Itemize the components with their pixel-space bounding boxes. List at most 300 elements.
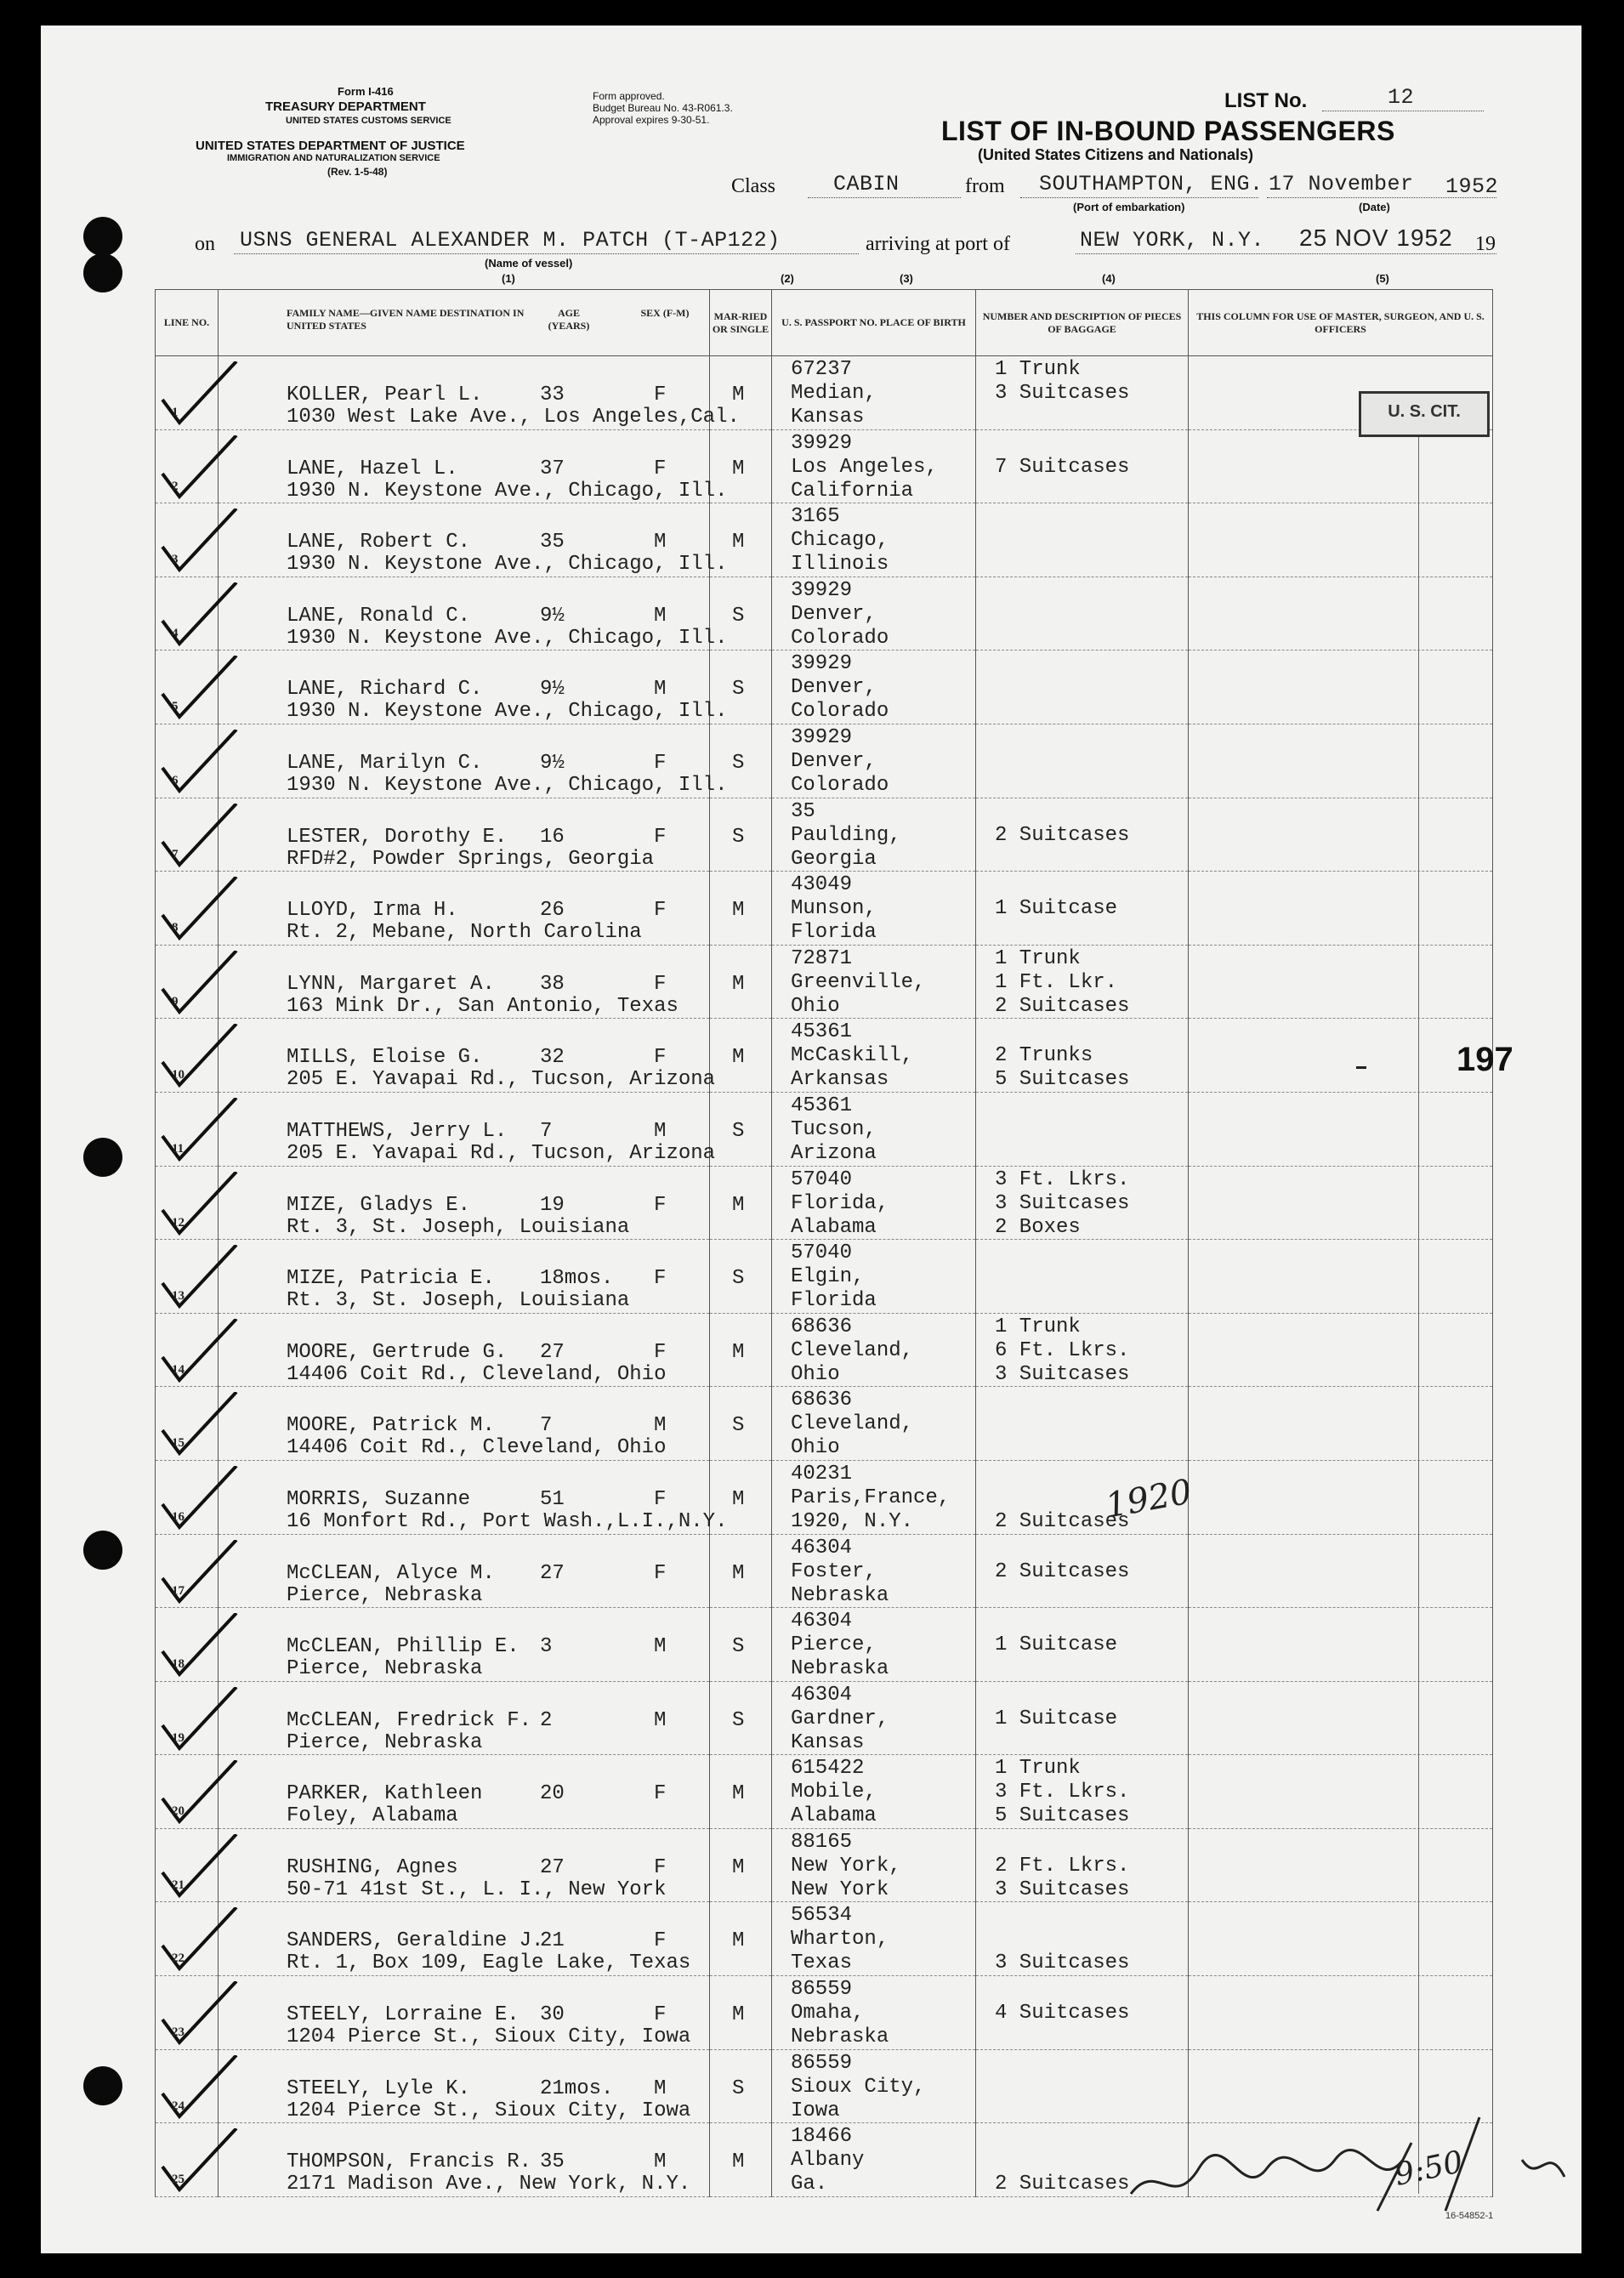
table-row <box>156 1681 1493 1755</box>
inspector-signature-time: 9:50 <box>1391 2145 1467 2193</box>
name-cell <box>219 724 728 798</box>
baggage-cell <box>976 1608 1189 1682</box>
table-row <box>156 503 1493 577</box>
passenger-sex: F <box>654 825 667 849</box>
passport-number: 68636 <box>791 1315 853 1338</box>
baggage-line-2: 1 Suitcase <box>995 1633 1118 1657</box>
marital-status: M <box>732 2003 745 2027</box>
punch-hole <box>83 1138 122 1177</box>
passport-cell <box>772 1460 976 1534</box>
marital-status: M <box>732 383 745 406</box>
marital-cell <box>710 1828 772 1902</box>
marital-status: M <box>732 1561 745 1585</box>
marital-status: M <box>732 1193 745 1217</box>
birth-place-2: Colorado <box>791 626 889 650</box>
passenger-address: Pierce, Nebraska <box>287 1657 483 1681</box>
baggage-cell <box>976 724 1189 798</box>
col-baggage-header: NUMBER AND DESCRIPTION OF PIECES OF BAGGAGE <box>976 290 1189 356</box>
baggage-cell <box>976 1313 1189 1387</box>
passenger-name: STEELY, Lorraine E. <box>287 2003 520 2027</box>
marital-cell <box>710 2049 772 2123</box>
passenger-age: 26 <box>540 899 565 923</box>
line-cell <box>156 1387 219 1461</box>
passenger-age: 30 <box>540 2003 565 2027</box>
birth-place-2: New York <box>791 1878 889 1901</box>
marital-cell <box>710 577 772 650</box>
col-sex-label: SEX (F-M) <box>640 307 690 319</box>
passport-number: 46304 <box>791 1683 853 1707</box>
birth-place-2: Kansas <box>791 406 865 429</box>
passport-cell <box>772 577 976 650</box>
passenger-address: 16 Monfort Rd., Port Wash.,L.I.,N.Y. <box>287 1509 728 1533</box>
passenger-sex: F <box>654 457 667 480</box>
passport-cell <box>772 2123 976 2197</box>
passenger-name: LYNN, Margaret A. <box>287 972 495 996</box>
col-num-1: (1) <box>502 272 515 285</box>
marital-status: S <box>732 2076 745 2100</box>
on-label: on <box>195 233 215 255</box>
marital-cell <box>710 1681 772 1755</box>
passenger-name: RUSHING, Agnes <box>287 1855 458 1879</box>
marital-cell <box>710 798 772 872</box>
passenger-sex: M <box>654 678 667 702</box>
birth-place-2: Florida <box>791 921 877 945</box>
birth-place-1: Paris,France, <box>791 1486 951 1509</box>
passenger-age: 35 <box>540 2150 565 2174</box>
baggage-cell <box>976 356 1189 430</box>
rev-date: (Rev. 1-5-48) <box>327 166 388 178</box>
handwritten-note-row16: 1920 <box>1102 1472 1195 1526</box>
passenger-age: 37 <box>540 457 565 480</box>
ins-service: IMMIGRATION AND NATURALIZATION SERVICE <box>227 153 440 163</box>
passport-cell <box>772 1534 976 1608</box>
name-cell <box>219 1534 710 1608</box>
marital-status: M <box>732 1046 745 1070</box>
marital-cell <box>710 650 772 724</box>
col-num-4: (4) <box>1102 272 1116 285</box>
passenger-sex: M <box>654 1635 667 1659</box>
line-number: 17 <box>172 1583 185 1598</box>
passenger-name: LANE, Hazel L. <box>287 457 458 480</box>
baggage-cell <box>976 798 1189 872</box>
birth-place-2: Alabama <box>791 1215 877 1239</box>
list-no-value: 12 <box>1388 85 1415 110</box>
marital-status: M <box>732 899 745 923</box>
passport-number: 86559 <box>791 2051 853 2075</box>
table-header-row <box>156 290 1493 356</box>
line-number: 5 <box>172 700 179 714</box>
passport-cell <box>772 798 976 872</box>
baggage-cell <box>976 1240 1189 1314</box>
baggage-line-3: 3 Suitcases <box>995 1362 1130 1386</box>
passenger-name: LANE, Ronald C. <box>287 604 471 628</box>
passenger-sex: F <box>654 1193 667 1217</box>
line-cell <box>156 1019 219 1093</box>
vessel-label: (Name of vessel) <box>485 257 573 270</box>
line-number: 16 <box>172 1509 185 1524</box>
passenger-age: 9½ <box>540 751 565 775</box>
passenger-address: Rt. 1, Box 109, Eagle Lake, Texas <box>287 1951 691 1975</box>
line-cell <box>156 1166 219 1240</box>
line-cell <box>156 429 219 503</box>
passport-number: 57040 <box>791 1167 853 1191</box>
passenger-address: RFD#2, Powder Springs, Georgia <box>287 847 655 871</box>
passenger-address: 2171 Madison Ave., New York, N.Y. <box>287 2173 691 2196</box>
baggage-line-3: 3 Suitcases <box>995 1878 1130 1901</box>
date-year: 1952 <box>1445 174 1499 199</box>
baggage-line-1: 3 Ft. Lkrs. <box>995 1167 1130 1191</box>
birth-place-2: Colorado <box>791 773 889 797</box>
table-row <box>156 1019 1493 1093</box>
line-cell <box>156 1240 219 1314</box>
table-row <box>156 1534 1493 1608</box>
passenger-sex: F <box>654 383 667 406</box>
baggage-cell <box>976 1976 1189 2050</box>
line-number: 8 <box>172 921 179 935</box>
table-row <box>156 1755 1493 1829</box>
line-cell <box>156 945 219 1019</box>
birth-place-2: Nebraska <box>791 2025 889 2049</box>
class-value: CABIN <box>833 172 900 196</box>
port-embark-label: (Port of embarkation) <box>1073 201 1185 213</box>
line-cell <box>156 503 219 577</box>
passenger-sex: M <box>654 2150 667 2174</box>
passenger-sex: F <box>654 2003 667 2027</box>
officers-cell <box>1189 1092 1493 1166</box>
line-cell <box>156 1828 219 1902</box>
birth-place-1: Elgin, <box>791 1265 865 1289</box>
class-label: Class <box>731 175 776 197</box>
name-cell <box>219 1755 710 1829</box>
birth-place-2: 1920, N.Y. <box>791 1509 914 1533</box>
line-number: 15 <box>172 1436 185 1451</box>
line-cell <box>156 1313 219 1387</box>
line-number: 2 <box>172 479 179 493</box>
col-num-2: (2) <box>781 272 794 285</box>
passport-number: 35 <box>791 799 815 823</box>
line-cell <box>156 650 219 724</box>
line-number: 11 <box>172 1141 185 1156</box>
baggage-line-3: 2 Boxes <box>995 1215 1081 1239</box>
line-number: 6 <box>172 773 179 787</box>
baggage-cell <box>976 1534 1189 1608</box>
document-title: LIST OF IN-BOUND PASSENGERS <box>941 116 1395 146</box>
passenger-age: 9½ <box>540 604 565 628</box>
passenger-sex: F <box>654 1855 667 1879</box>
line-cell <box>156 1755 219 1829</box>
name-cell <box>219 650 728 724</box>
passenger-name: MOORE, Patrick M. <box>287 1414 495 1438</box>
passenger-age: 7 <box>540 1119 553 1143</box>
passport-number: 45361 <box>791 1020 853 1044</box>
table-row <box>156 1387 1493 1461</box>
baggage-line-3: 2 Suitcases <box>995 2173 1130 2196</box>
passport-cell <box>772 1828 976 1902</box>
marital-cell <box>710 945 772 1019</box>
passenger-address: Rt. 3, St. Joseph, Louisiana <box>287 1289 630 1313</box>
baggage-line-2: 2 Trunks <box>995 1044 1093 1068</box>
table-row <box>156 356 1493 430</box>
passport-number: 18466 <box>791 2125 853 2149</box>
passport-cell <box>772 945 976 1019</box>
baggage-line-3: 5 Suitcases <box>995 1068 1130 1092</box>
marital-cell <box>710 356 772 430</box>
baggage-line-1: 1 Trunk <box>995 1757 1081 1781</box>
line-cell <box>156 1976 219 2050</box>
baggage-line-3: 5 Suitcases <box>995 1804 1130 1828</box>
passenger-sex: F <box>654 899 667 923</box>
col-line-header: LINE NO. <box>156 290 219 356</box>
passport-cell <box>772 1240 976 1314</box>
passport-number: 45361 <box>791 1094 853 1117</box>
baggage-cell <box>976 872 1189 946</box>
officers-cell <box>1189 1828 1493 1902</box>
passport-number: 39929 <box>791 578 853 602</box>
birth-place-1: Albany <box>791 2149 865 2173</box>
table-row <box>156 798 1493 872</box>
passport-number: 39929 <box>791 652 853 676</box>
punch-hole <box>83 1531 122 1570</box>
passenger-address: Foley, Alabama <box>287 1804 458 1828</box>
form-number: Form I-416 <box>338 85 394 98</box>
passenger-sex: F <box>654 972 667 996</box>
marital-status: S <box>732 825 745 849</box>
birth-place-2: Georgia <box>791 847 877 871</box>
passport-number: 40231 <box>791 1462 853 1486</box>
marital-cell <box>710 429 772 503</box>
passenger-age: 19 <box>540 1193 565 1217</box>
line-number: 10 <box>172 1068 185 1082</box>
passenger-sex: F <box>654 1487 667 1511</box>
passport-number: 86559 <box>791 1978 853 2002</box>
baggage-cell <box>976 1019 1189 1093</box>
line-number: 18 <box>172 1657 185 1672</box>
passport-cell <box>772 1976 976 2050</box>
baggage-line-2: 4 Suitcases <box>995 2002 1130 2025</box>
passenger-name: McCLEAN, Fredrick F. <box>287 1708 532 1732</box>
birth-place-1: Los Angeles, <box>791 455 938 479</box>
passenger-age: 32 <box>540 1046 565 1070</box>
table-row <box>156 872 1493 946</box>
justice-dept: UNITED STATES DEPARTMENT OF JUSTICE <box>196 139 465 153</box>
name-cell <box>219 2123 710 2197</box>
passenger-address: 1930 N. Keystone Ave., Chicago, Ill. <box>287 553 728 577</box>
marital-status: S <box>732 1708 745 1732</box>
line-number: 4 <box>172 626 179 640</box>
passenger-address: 163 Mink Dr., San Antonio, Texas <box>287 994 679 1018</box>
baggage-line-2: 1 Ft. Lkr. <box>995 970 1118 994</box>
table-row <box>156 724 1493 798</box>
passenger-age: 21mos. <box>540 2076 614 2100</box>
marital-cell <box>710 1976 772 2050</box>
passport-cell <box>772 1387 976 1461</box>
marital-cell <box>710 1902 772 1976</box>
passenger-sex: F <box>654 1267 667 1291</box>
passenger-address: Rt. 3, St. Joseph, Louisiana <box>287 1215 630 1239</box>
passport-cell <box>772 1092 976 1166</box>
passenger-address: Pierce, Nebraska <box>287 1730 483 1754</box>
passenger-name: LANE, Marilyn C. <box>287 751 483 775</box>
line-number: 14 <box>172 1362 185 1377</box>
baggage-line-2: 2 Suitcases <box>995 1559 1130 1583</box>
officers-cell <box>1189 1681 1493 1755</box>
name-cell <box>219 945 710 1019</box>
name-cell <box>219 1460 728 1534</box>
passenger-sex: F <box>654 1340 667 1364</box>
passport-cell <box>772 1902 976 1976</box>
passenger-age: 27 <box>540 1561 565 1585</box>
line-number: 19 <box>172 1730 185 1745</box>
line-number: 12 <box>172 1215 185 1230</box>
passenger-sex: F <box>654 1046 667 1070</box>
passport-number: 39929 <box>791 725 853 749</box>
name-cell <box>219 872 710 946</box>
officers-cell <box>1189 650 1493 724</box>
birth-place-1: Mobile, <box>791 1781 877 1804</box>
birth-place-2: Ga. <box>791 2173 828 2196</box>
col-passport-header: U. S. PASSPORT NO. PLACE OF BIRTH <box>772 290 976 356</box>
line-number: 9 <box>172 994 179 1008</box>
officers-cell <box>1189 1460 1493 1534</box>
marital-cell <box>710 1534 772 1608</box>
passport-number: 72871 <box>791 946 853 970</box>
name-cell <box>219 1166 710 1240</box>
birth-place-2: Iowa <box>791 2099 840 2122</box>
passenger-age: 9½ <box>540 678 565 702</box>
name-cell <box>219 1313 710 1387</box>
baggage-line-2: 3 Suitcases <box>995 382 1130 405</box>
passenger-age: 3 <box>540 1635 553 1659</box>
passenger-age: 27 <box>540 1855 565 1879</box>
birth-place-1: Denver, <box>791 749 877 773</box>
officers-cell <box>1189 577 1493 650</box>
passenger-sex: M <box>654 1708 667 1732</box>
baggage-line-2: 3 Suitcases <box>995 1191 1130 1215</box>
birth-place-1: Cleveland, <box>791 1412 914 1436</box>
table-row <box>156 1460 1493 1534</box>
passenger-name: STEELY, Lyle K. <box>287 2076 471 2100</box>
punch-hole <box>83 2066 122 2105</box>
table-row <box>156 945 1493 1019</box>
passenger-name: LESTER, Dorothy E. <box>287 825 508 849</box>
passport-number: 88165 <box>791 1830 853 1854</box>
birth-place-1: Cleveland, <box>791 1338 914 1362</box>
baggage-cell <box>976 1828 1189 1902</box>
line-number: 21 <box>172 1878 185 1892</box>
table-row <box>156 1902 1493 1976</box>
table-row <box>156 1608 1493 1682</box>
line-cell <box>156 356 219 430</box>
passport-cell <box>772 356 976 430</box>
baggage-cell <box>976 503 1189 577</box>
arrival-port: NEW YORK, N.Y. <box>1080 228 1265 253</box>
name-cell <box>219 1019 716 1093</box>
passenger-name: LANE, Robert C. <box>287 531 471 554</box>
name-cell <box>219 503 728 577</box>
line-cell <box>156 1460 219 1534</box>
col-num-3: (3) <box>900 272 913 285</box>
birth-place-2: Ohio <box>791 1362 840 1386</box>
col-num-5: (5) <box>1376 272 1389 285</box>
birth-place-1: McCaskill, <box>791 1044 914 1068</box>
table-row <box>156 1092 1493 1166</box>
baggage-cell <box>976 1902 1189 1976</box>
baggage-line-2: 1 Suitcase <box>995 897 1118 921</box>
marital-status: M <box>732 1782 745 1806</box>
marital-cell <box>710 1019 772 1093</box>
baggage-cell <box>976 1387 1189 1461</box>
marital-cell <box>710 1460 772 1534</box>
line-number: 3 <box>172 553 179 567</box>
marital-status: S <box>732 1267 745 1291</box>
table-row <box>156 1313 1493 1387</box>
marital-cell <box>710 1387 772 1461</box>
baggage-cell <box>976 1755 1189 1829</box>
passenger-age: 27 <box>540 1340 565 1364</box>
officers-vertical-rule <box>1418 425 1419 2194</box>
birth-place-2: Nebraska <box>791 1583 889 1607</box>
customs-service: UNITED STATES CUSTOMS SERVICE <box>286 116 451 126</box>
passport-number: 615422 <box>791 1757 865 1781</box>
passenger-address: 14406 Coit Rd., Cleveland, Ohio <box>287 1436 667 1460</box>
birth-place-2: Ohio <box>791 1436 840 1460</box>
passenger-sex: F <box>654 1561 667 1585</box>
baggage-line-2: 2 Suitcases <box>995 823 1130 847</box>
birth-place-1: Omaha, <box>791 2002 865 2025</box>
passenger-age: 33 <box>540 383 565 406</box>
table-row <box>156 429 1493 503</box>
baggage-cell <box>976 577 1189 650</box>
officers-cell <box>1189 724 1493 798</box>
passenger-name: LLOYD, Irma H. <box>287 899 458 923</box>
passenger-age: 16 <box>540 825 565 849</box>
col-age-label: AGE (YEARS) <box>548 307 590 332</box>
officers-cell <box>1189 1902 1493 1976</box>
passenger-address: Rt. 2, Mebane, North Carolina <box>287 921 642 945</box>
passenger-sex: M <box>654 531 667 554</box>
line-cell <box>156 577 219 650</box>
officers-cell <box>1189 1976 1493 2050</box>
birth-place-2: Alabama <box>791 1804 877 1828</box>
passport-cell <box>772 1166 976 1240</box>
line-cell <box>156 2123 219 2197</box>
marital-status: S <box>732 604 745 628</box>
birth-place-1: Florida, <box>791 1191 889 1215</box>
passenger-age: 35 <box>540 531 565 554</box>
birth-place-2: Kansas <box>791 1730 865 1754</box>
officers-cell <box>1189 429 1493 503</box>
passport-cell <box>772 872 976 946</box>
marital-cell <box>710 503 772 577</box>
officers-cell <box>1189 503 1493 577</box>
passport-number: 56534 <box>791 1904 853 1928</box>
passenger-sex: F <box>654 1782 667 1806</box>
name-cell <box>219 1092 716 1166</box>
passenger-name: McCLEAN, Phillip E. <box>287 1635 520 1659</box>
baggage-line-2: 3 Ft. Lkrs. <box>995 1781 1130 1804</box>
passenger-name: MATTHEWS, Jerry L. <box>287 1119 508 1143</box>
marital-status: M <box>732 1855 745 1879</box>
name-cell <box>219 1681 710 1755</box>
marital-cell <box>710 872 772 946</box>
birth-place-2: Arizona <box>791 1141 877 1165</box>
from-label: from <box>965 175 1005 197</box>
table-row <box>156 1240 1493 1314</box>
treasury-dept: TREASURY DEPARTMENT <box>265 99 426 114</box>
line-number: 23 <box>172 2025 185 2040</box>
name-cell <box>219 1240 710 1314</box>
passenger-age: 18mos. <box>540 1267 614 1291</box>
